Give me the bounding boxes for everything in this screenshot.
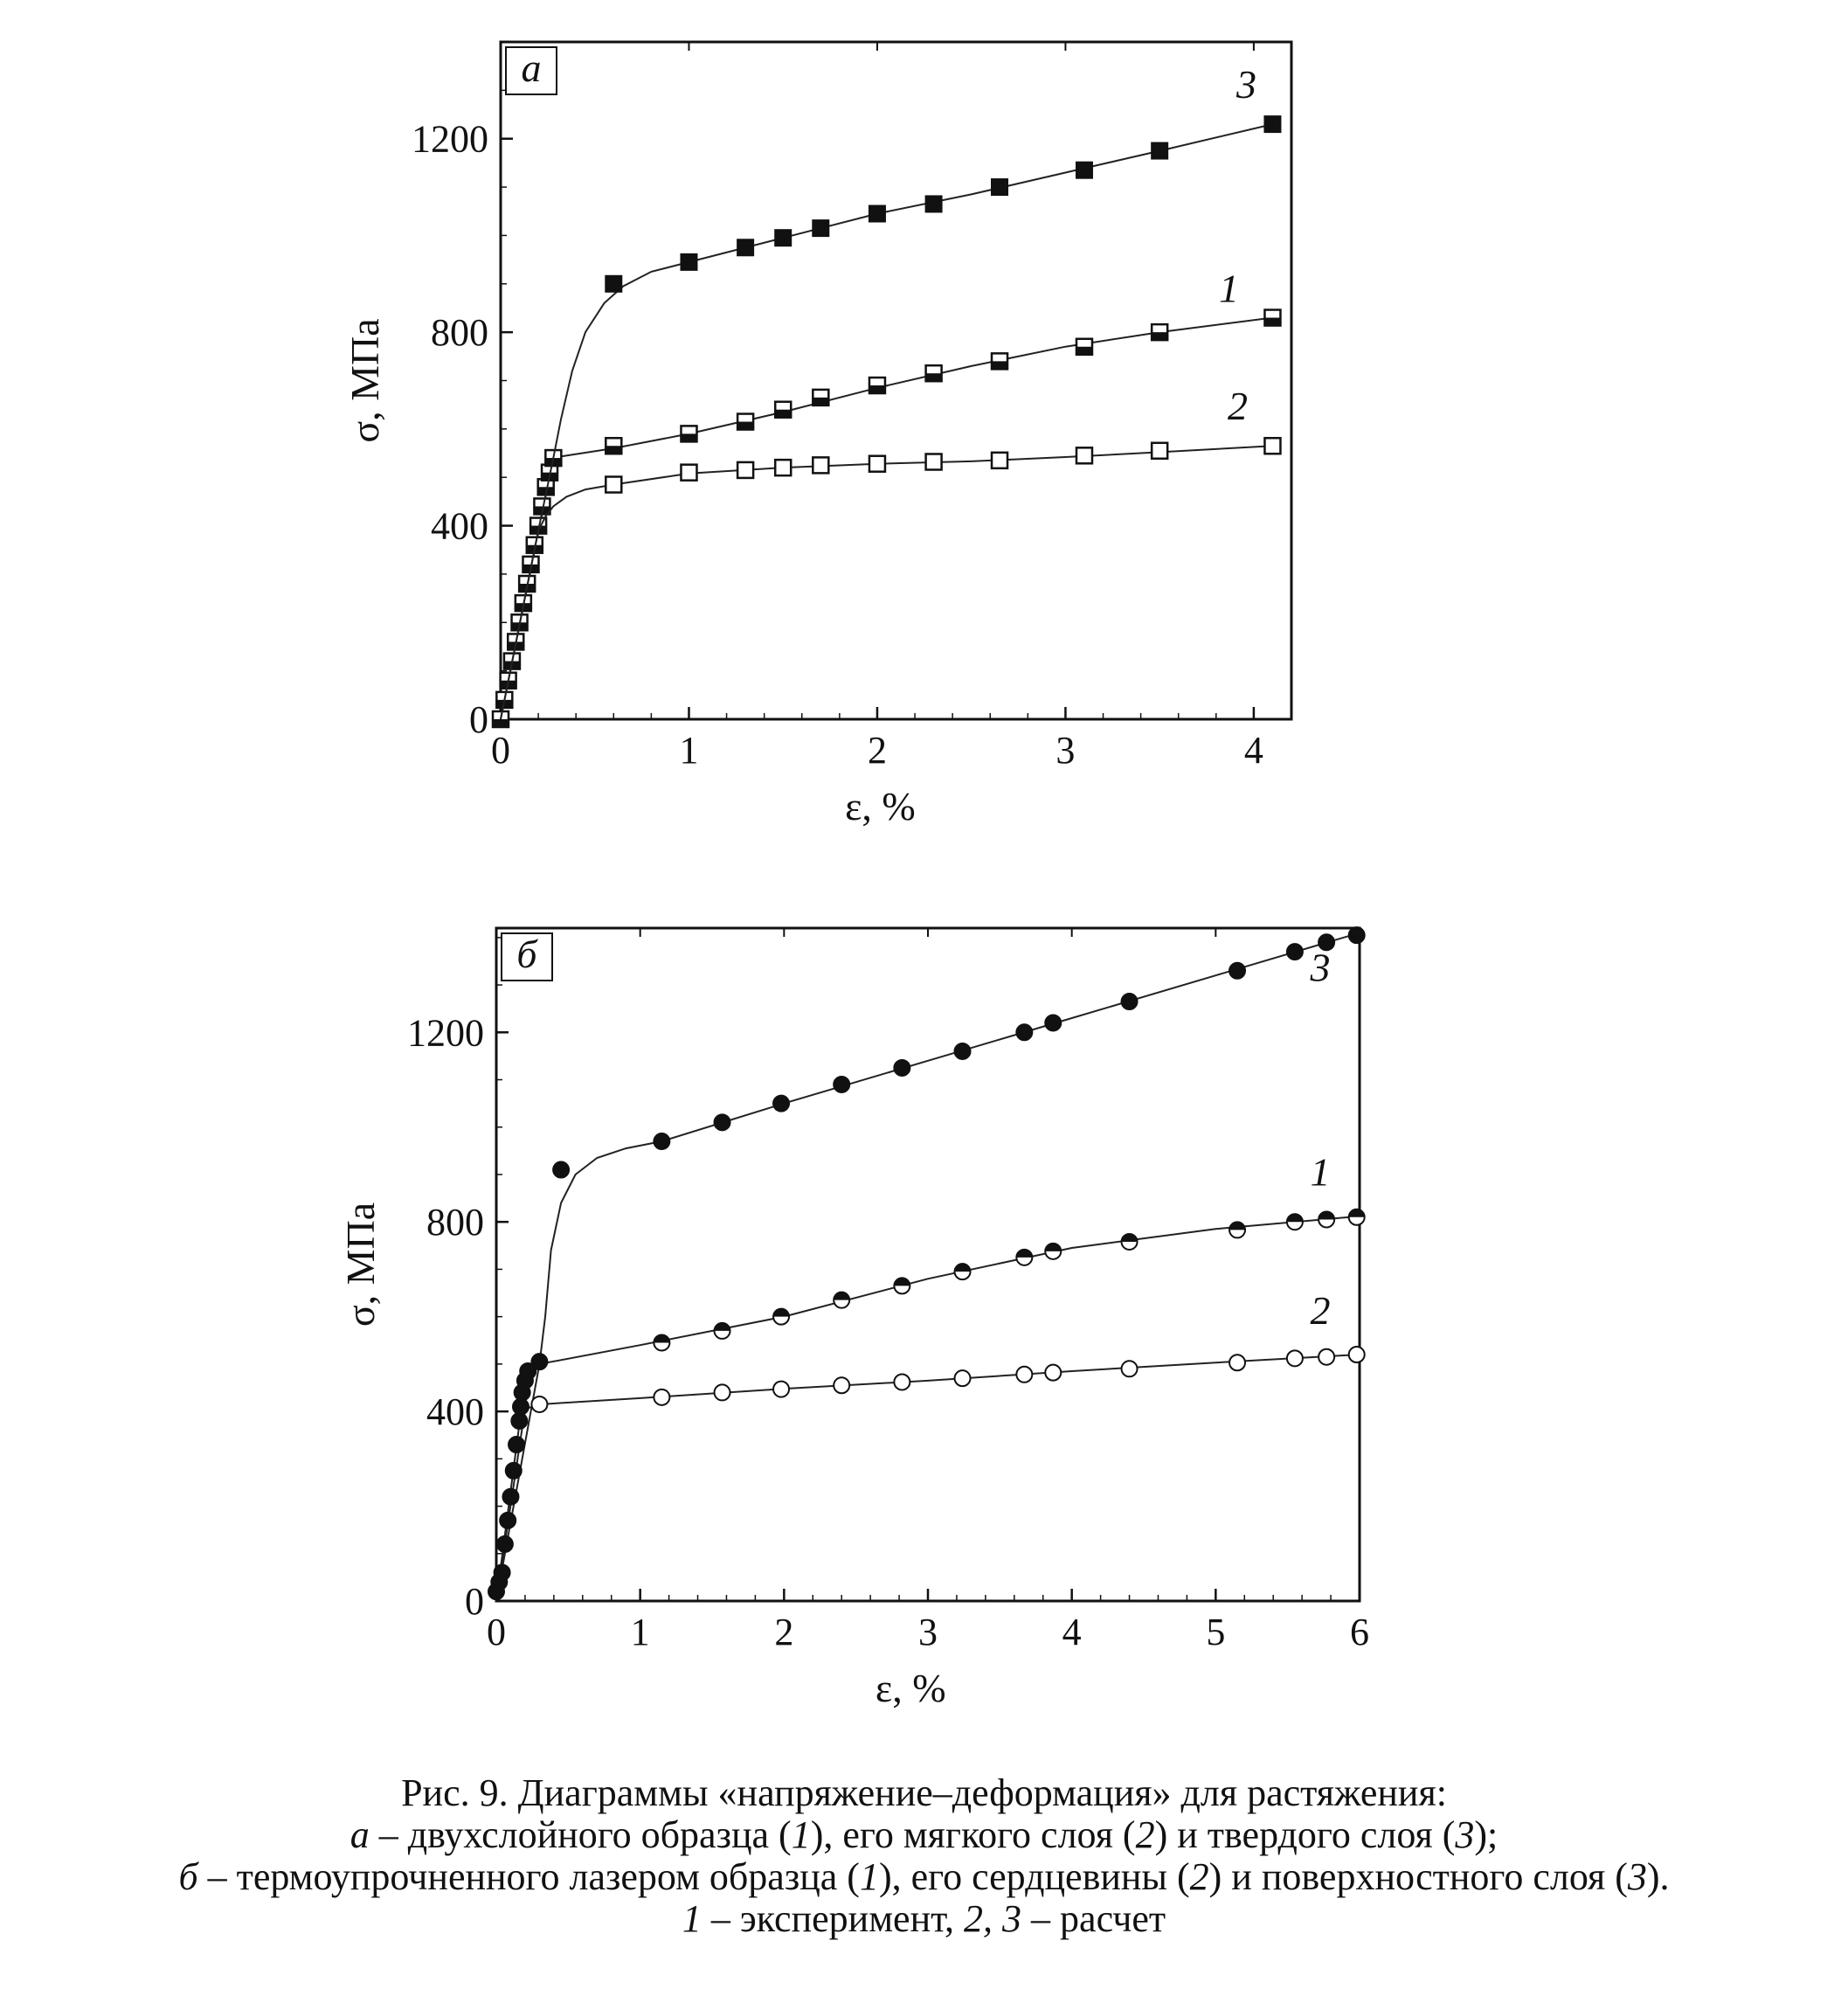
x-tick-label: 4 <box>1062 1611 1082 1653</box>
data-point <box>715 1114 730 1130</box>
data-point <box>737 462 753 478</box>
data-point-fill <box>869 385 885 393</box>
x-tick-label: 0 <box>487 1611 506 1653</box>
series-1 <box>496 1150 1365 1601</box>
caption-3-text-d: ). <box>1646 1855 1670 1898</box>
caption-line-4 <box>0 1898 1848 1940</box>
x-tick-label: 0 <box>491 729 510 772</box>
series-label-3: 3 <box>1235 62 1256 107</box>
data-point <box>1122 1234 1138 1250</box>
caption-2-ref-3: 3 <box>1455 1813 1475 1856</box>
data-point-fill <box>1152 332 1167 340</box>
plot-frame <box>496 928 1360 1601</box>
y-tick-label: 800 <box>426 1201 484 1244</box>
data-point <box>955 1043 971 1059</box>
caption-2-label: а <box>350 1813 370 1856</box>
data-point <box>1349 927 1365 943</box>
caption-2-text-d: ); <box>1474 1813 1498 1856</box>
data-point <box>775 460 791 475</box>
data-point-fill <box>813 398 828 405</box>
data-point-fill <box>992 361 1007 369</box>
y-tick-label: 1200 <box>412 117 488 161</box>
x-tick-label: 4 <box>1243 729 1263 772</box>
data-point <box>1349 1209 1365 1225</box>
data-point <box>926 454 942 470</box>
y-tick-label: 1200 <box>407 1011 484 1055</box>
caption-2-text-b: ), его мягкого слоя ( <box>810 1813 1136 1856</box>
data-point <box>737 414 753 430</box>
data-point <box>553 1162 569 1178</box>
caption-3-text-b: ), его сердцевины ( <box>878 1855 1190 1898</box>
y-tick-label: 400 <box>431 504 488 548</box>
data-point <box>1264 438 1280 454</box>
series-1 <box>493 267 1280 727</box>
data-point-fill <box>606 446 621 454</box>
data-point-fill <box>926 373 942 381</box>
data-point <box>894 1060 910 1076</box>
data-point <box>869 378 885 393</box>
plot-frame <box>501 42 1291 719</box>
y-axis-label: σ, МПа <box>338 1202 383 1327</box>
data-point <box>513 1399 529 1415</box>
data-point <box>606 477 621 493</box>
panel-label <box>502 932 552 981</box>
data-point <box>1264 310 1280 326</box>
data-point <box>1229 1355 1245 1370</box>
data-point <box>834 1293 849 1308</box>
data-point <box>1229 1222 1245 1237</box>
data-point <box>1264 116 1280 132</box>
data-point <box>1016 1367 1032 1383</box>
data-point <box>715 1384 730 1400</box>
data-point <box>1122 994 1138 1009</box>
caption-2-text-c: ) и твердого слоя ( <box>1154 1813 1456 1856</box>
series-2 <box>496 1288 1365 1601</box>
data-point <box>775 230 791 246</box>
data-point <box>502 1489 518 1505</box>
data-point <box>1152 443 1167 459</box>
data-point <box>506 1463 522 1479</box>
data-point <box>773 1096 789 1112</box>
panel-label <box>506 45 557 94</box>
data-point <box>715 1323 730 1339</box>
data-point <box>1122 1361 1138 1376</box>
x-tick-label: 2 <box>774 1611 794 1653</box>
caption-title: Рис. 9. Диаграммы «напряжение–деформация» для растяжения: <box>401 1771 1447 1814</box>
x-tick-label: 2 <box>867 729 887 772</box>
series-line-3 <box>501 124 1273 719</box>
x-axis-label: ε, % <box>875 1666 946 1710</box>
data-point <box>869 206 885 222</box>
panel-label-text: б <box>516 932 537 976</box>
x-tick-label: 1 <box>679 729 699 772</box>
data-point <box>606 438 621 454</box>
data-point <box>813 220 828 236</box>
data-point <box>773 1309 789 1325</box>
data-point <box>992 179 1007 195</box>
caption-4-text-b: – расчет <box>1021 1897 1166 1940</box>
caption-line-2 <box>0 1814 1848 1856</box>
data-point <box>531 1396 547 1412</box>
data-point <box>955 1370 971 1386</box>
caption-3-ref-2: 2 <box>1189 1855 1209 1898</box>
data-point <box>1152 143 1167 159</box>
series-label-1: 1 <box>1310 1149 1331 1195</box>
series-label-2: 2 <box>1310 1288 1331 1334</box>
x-tick-label: 1 <box>630 1611 650 1653</box>
data-point <box>1016 1024 1032 1040</box>
data-point <box>926 365 942 381</box>
data-point <box>992 453 1007 468</box>
data-point <box>1229 963 1245 979</box>
x-tick-label: 6 <box>1350 1611 1369 1653</box>
data-point <box>955 1264 971 1279</box>
caption-2-ref-2: 2 <box>1135 1813 1155 1856</box>
caption-3-text-c: ) и поверхностного слоя ( <box>1208 1855 1628 1898</box>
data-point <box>681 465 696 481</box>
data-point <box>894 1278 910 1293</box>
caption-3-text-a: – термоупрочненного лазером образца ( <box>197 1855 860 1898</box>
data-point <box>775 402 791 418</box>
data-point <box>1045 1015 1061 1030</box>
series-3 <box>501 62 1280 719</box>
caption-2-text-a: – двухслойного образца ( <box>369 1813 792 1856</box>
data-point <box>531 1354 547 1369</box>
data-point-fill <box>1264 318 1280 326</box>
data-point <box>1287 1350 1303 1366</box>
series-label-2: 2 <box>1227 384 1248 429</box>
caption-2-ref-1: 1 <box>791 1813 811 1856</box>
caption-4-ref-23: 2, 3 <box>964 1897 1022 1940</box>
series-label-3: 3 <box>1310 945 1331 990</box>
data-point <box>606 276 621 292</box>
data-point <box>869 456 885 472</box>
data-point <box>654 1334 669 1350</box>
series-line-1 <box>501 318 1273 720</box>
data-point <box>1287 1214 1303 1230</box>
caption-4-text-a: – эксперимент, <box>701 1897 965 1940</box>
data-point-fill <box>493 719 509 727</box>
panel-label-text: а <box>521 45 542 90</box>
y-axis-label: σ, МПа <box>343 318 387 443</box>
series-line-1 <box>496 1216 1360 1601</box>
data-point <box>1287 944 1303 960</box>
caption-3-ref-1: 1 <box>859 1855 879 1898</box>
data-point <box>654 1133 669 1149</box>
data-point <box>500 1513 516 1528</box>
data-point <box>1045 1244 1061 1259</box>
y-tick-label: 400 <box>426 1390 484 1434</box>
series-label-1: 1 <box>1218 266 1239 311</box>
caption-4-ref-1: 1 <box>682 1897 702 1940</box>
x-axis-label: ε, % <box>845 784 916 828</box>
series-3 <box>488 927 1365 1601</box>
series-line-3 <box>496 932 1360 1601</box>
caption-line-3 <box>0 1856 1848 1898</box>
data-point <box>1016 1250 1032 1265</box>
data-point <box>926 196 942 211</box>
series-line-2 <box>496 1355 1360 1601</box>
y-tick-label: 0 <box>469 698 488 741</box>
data-point <box>495 1564 510 1580</box>
data-point <box>894 1374 910 1390</box>
chart-panel-b <box>338 927 1369 1710</box>
caption-3-label: б <box>178 1855 198 1898</box>
y-tick-label: 800 <box>431 311 488 355</box>
data-point-fill <box>737 422 753 430</box>
x-tick-label: 3 <box>1056 729 1076 772</box>
data-point <box>1319 1211 1334 1227</box>
y-tick-label: 0 <box>465 1580 484 1623</box>
data-point <box>813 457 828 473</box>
figure-caption <box>0 1772 1848 1940</box>
data-point <box>511 1413 527 1429</box>
data-point <box>773 1382 789 1397</box>
caption-3-ref-3: 3 <box>1627 1855 1647 1898</box>
caption-line-1 <box>0 1772 1848 1814</box>
series-2 <box>501 384 1280 719</box>
data-point <box>834 1077 849 1092</box>
data-point <box>834 1377 849 1393</box>
data-point <box>1152 324 1167 340</box>
data-point <box>737 239 753 255</box>
data-point <box>1076 163 1092 178</box>
data-point <box>509 1437 524 1452</box>
data-point <box>1076 447 1092 463</box>
data-point <box>1319 1349 1334 1365</box>
x-tick-label: 5 <box>1206 1611 1226 1653</box>
data-point <box>992 353 1007 369</box>
data-point <box>1349 1347 1365 1362</box>
data-point <box>813 390 828 405</box>
data-point <box>1045 1365 1061 1381</box>
data-point <box>654 1390 669 1405</box>
data-point-fill <box>1076 347 1092 355</box>
data-point <box>681 426 696 441</box>
data-point-fill <box>681 433 696 441</box>
x-tick-label: 3 <box>918 1611 938 1653</box>
chart-panel-a <box>343 42 1291 828</box>
data-point-fill <box>775 410 791 418</box>
data-point <box>681 254 696 270</box>
data-point <box>1076 339 1092 355</box>
data-point <box>497 1536 513 1552</box>
